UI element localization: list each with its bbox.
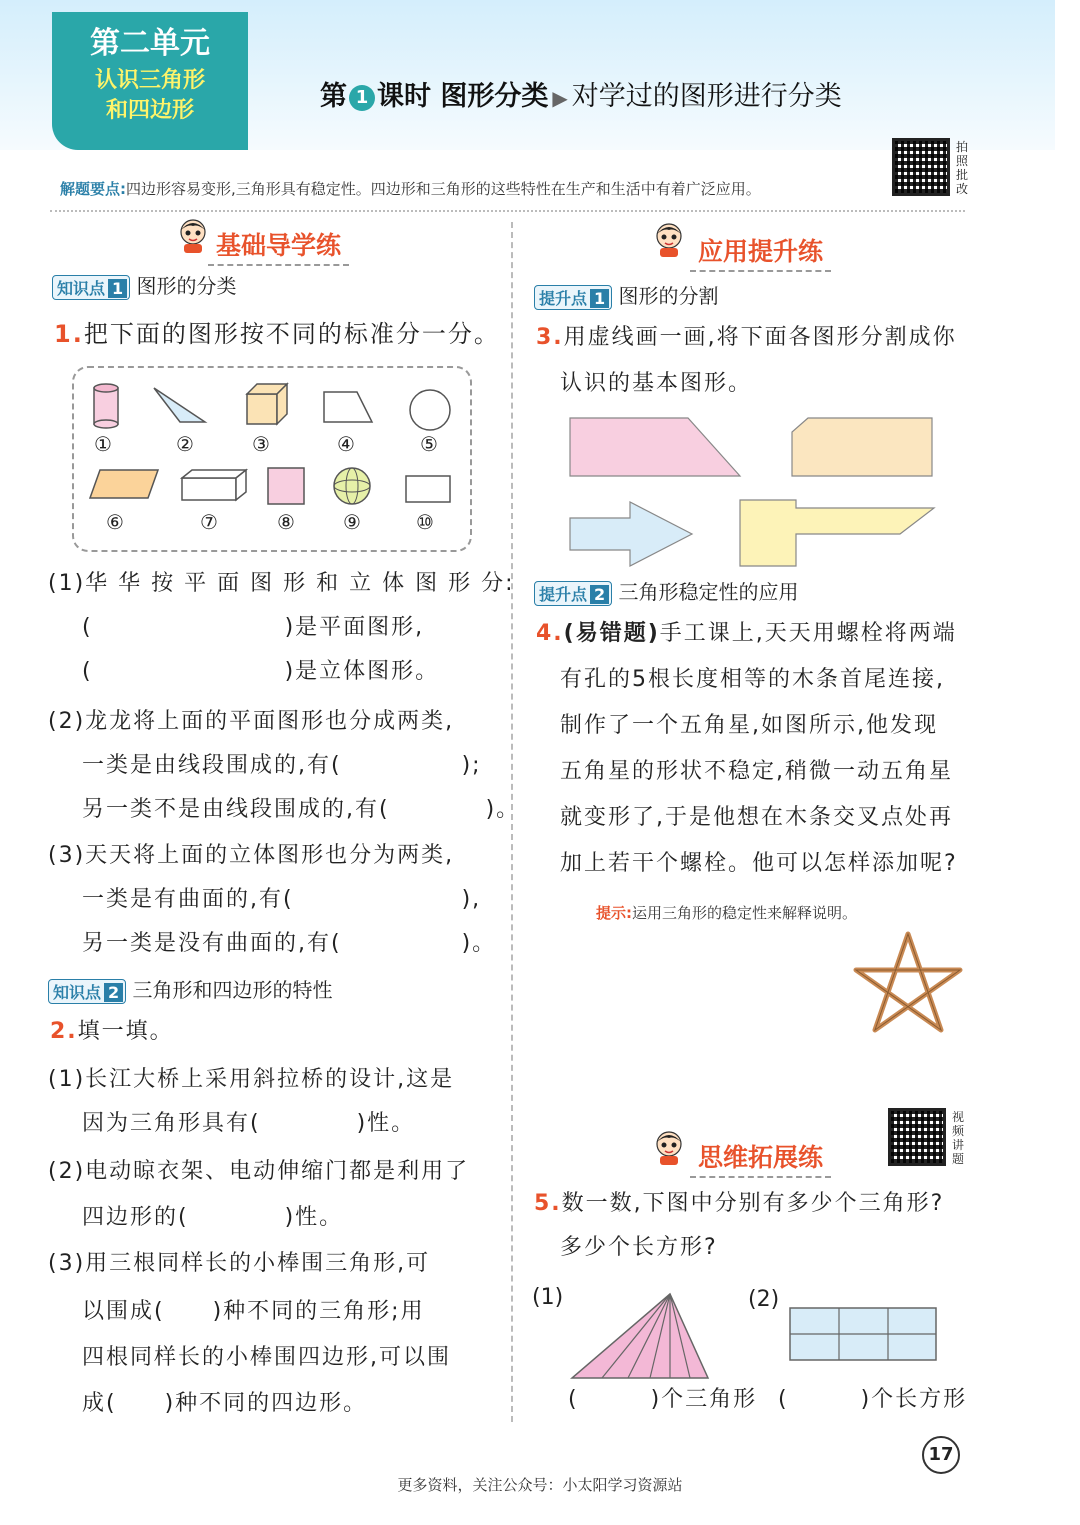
shape-label: ① xyxy=(94,432,112,456)
q1-blank-line[interactable]: ( )是立体图形。 xyxy=(82,659,440,684)
tp-tag: 提升点 1 xyxy=(534,285,612,310)
knowledge-point-1: 知识点 1 图形的分类 xyxy=(52,270,237,300)
shape-label: ⑤ xyxy=(420,432,438,456)
tip-text: 四边形容易变形,三角形具有稳定性。四边形和三角形的这些特性在生产和生活中有着广泛应用。 xyxy=(126,180,761,198)
trapezoid-shape xyxy=(324,392,372,422)
q2-blank-line[interactable]: 以围成( )种不同的三角形;用 xyxy=(82,1299,425,1324)
q5-answer-2[interactable]: ( )个长方形 xyxy=(778,1387,968,1412)
lesson-number: 1 xyxy=(349,85,375,111)
shape-label: ⑥ xyxy=(106,510,124,534)
q4-line: 就变形了,于是他想在木条交叉点处再 xyxy=(560,805,953,830)
mascot-icon xyxy=(176,218,210,254)
shapes-figure xyxy=(72,366,468,548)
partition-figures xyxy=(560,410,940,570)
improvement-point-2: 提升点 2 三角形稳定性的应用 xyxy=(534,576,799,606)
q4-line: 制作了一个五角星,如图所示,他发现 xyxy=(560,713,938,738)
shape-label: ③ xyxy=(252,432,270,456)
square-shape xyxy=(268,468,304,504)
parallelogram-shape xyxy=(90,470,158,498)
unit-subtitle: 认识三角形 和四边形 xyxy=(94,68,205,123)
shape-label: ④ xyxy=(337,432,355,456)
q4-line: 五角星的形状不稳定,稍微一动五角星 xyxy=(560,759,953,784)
unit-badge xyxy=(52,12,248,150)
q2-blank-line[interactable]: 因为三角形具有( )性。 xyxy=(82,1111,416,1136)
improvement-point-1: 提升点 1 图形的分割 xyxy=(534,280,719,310)
question-5: 5.数一数,下图中分别有多少个三角形? xyxy=(534,1191,945,1216)
q5-answer-1[interactable]: ( )个三角形 xyxy=(568,1387,758,1412)
footer-text: 更多资料，关注公众号：小太阳学习资源站 xyxy=(397,1476,683,1494)
q1-blank-line[interactable]: ( )是平面图形, xyxy=(82,615,425,640)
q2-blank-line[interactable]: 四边形的( )性。 xyxy=(82,1205,344,1230)
q1-blank-line[interactable]: 一类是由线段围成的,有( ); xyxy=(82,753,482,778)
qr-label-bottom: 视频讲题 xyxy=(952,1110,965,1166)
shape-label: ⑦ xyxy=(200,510,218,534)
lesson-title: 第 1 课时 图形分类 ▶ 对学过的图形进行分类 xyxy=(320,81,842,112)
hint-label: 提示: xyxy=(596,904,632,922)
q5-sub-2: (2) xyxy=(748,1287,780,1312)
play-arrow-icon: ▶ xyxy=(552,86,568,110)
mascot-icon xyxy=(652,222,686,258)
q2-line: 四根同样长的小棒围四边形,可以围 xyxy=(82,1345,451,1370)
q1-blank-line[interactable]: 另一类不是由线段围成的,有( )。 xyxy=(82,797,521,822)
page-number: 17 xyxy=(922,1436,960,1474)
tip-bar xyxy=(50,170,965,212)
rectangle-shape xyxy=(406,476,450,502)
q1-blank-line[interactable]: 一类是有曲面的,有( ), xyxy=(82,887,482,912)
l-shape-figure xyxy=(740,500,934,566)
rectangle-count-figure xyxy=(788,1306,938,1362)
q1-part1-line: (1)华 华 按 平 面 图 形 和 立 体 图 形 分: xyxy=(48,571,515,596)
sphere-shape xyxy=(334,468,370,504)
unit-title: 第二单元 xyxy=(90,26,210,61)
question-3: 3.用虚线画一画,将下面各图形分割成你 xyxy=(536,325,957,350)
lesson-subtitle: 对学过的图形进行分类 xyxy=(571,81,842,112)
kp-tag: 知识点 2 xyxy=(48,979,126,1004)
cube-shape xyxy=(247,384,287,424)
q2-blank-line[interactable]: 成( )种不同的四边形。 xyxy=(82,1391,368,1416)
question-4: 4.(易错题)手工课上,天天用螺栓将两端 xyxy=(536,621,957,646)
star-figure xyxy=(852,930,964,1034)
question-2: 2.填一填。 xyxy=(50,1019,174,1044)
cuboid-shape xyxy=(182,470,246,500)
q5-sub-1: (1) xyxy=(532,1285,564,1310)
q4-line: 有孔的5根长度相等的木条首尾连接, xyxy=(560,667,945,692)
pentagon-figure xyxy=(792,418,932,476)
shape-label: ⑨ xyxy=(343,510,361,534)
q1-part2-line: (2)龙龙将上面的平面图形也分成两类, xyxy=(48,709,455,734)
shape-label: ② xyxy=(176,432,194,456)
section-title-thinking: 思维拓展练 xyxy=(690,1138,831,1178)
q1-part3-line: (3)天天将上面的立体图形也分为两类, xyxy=(48,843,455,868)
kp-tag: 知识点 1 xyxy=(52,275,130,300)
qr-label-top: 拍照批改 xyxy=(956,140,969,196)
qr-code-icon[interactable] xyxy=(888,1108,946,1166)
tp-tag: 提升点 2 xyxy=(534,581,612,606)
cylinder-shape xyxy=(94,384,118,428)
knowledge-point-2: 知识点 2 三角形和四边形的特性 xyxy=(48,974,333,1004)
arrow-figure xyxy=(570,502,692,566)
shape-label: ⑧ xyxy=(277,510,295,534)
triangle-count-figure xyxy=(570,1292,710,1380)
q4-line: 加上若干个螺栓。他可以怎样添加呢? xyxy=(560,851,958,876)
tip-label: 解题要点: xyxy=(60,180,126,198)
q2-line: (3)用三根同样长的小棒围三角形,可 xyxy=(48,1251,431,1276)
section-title-application: 应用提升练 xyxy=(690,232,831,272)
q5-line2: 多少个长方形? xyxy=(560,1235,718,1260)
mascot-icon xyxy=(652,1130,686,1166)
circle-shape xyxy=(410,390,450,430)
section-title-basic: 基础导学练 xyxy=(208,226,349,266)
question-1: 1.把下面的图形按不同的标准分一分。 xyxy=(54,320,500,348)
q2-line: (1)长江大桥上采用斜拉桥的设计,这是 xyxy=(48,1067,455,1092)
hint xyxy=(596,902,857,923)
question-3-line2: 认识的基本图形。 xyxy=(560,371,753,396)
shape-label: ⑩ xyxy=(416,510,434,534)
q2-line: (2)电动晾衣架、电动伸缩门都是利用了 xyxy=(48,1159,470,1184)
trapezoid-figure xyxy=(570,418,740,476)
q1-blank-line[interactable]: 另一类是没有曲面的,有( )。 xyxy=(82,931,497,956)
hint-text: 运用三角形的稳定性来解释说明。 xyxy=(632,904,858,922)
triangle-shape xyxy=(154,388,205,422)
